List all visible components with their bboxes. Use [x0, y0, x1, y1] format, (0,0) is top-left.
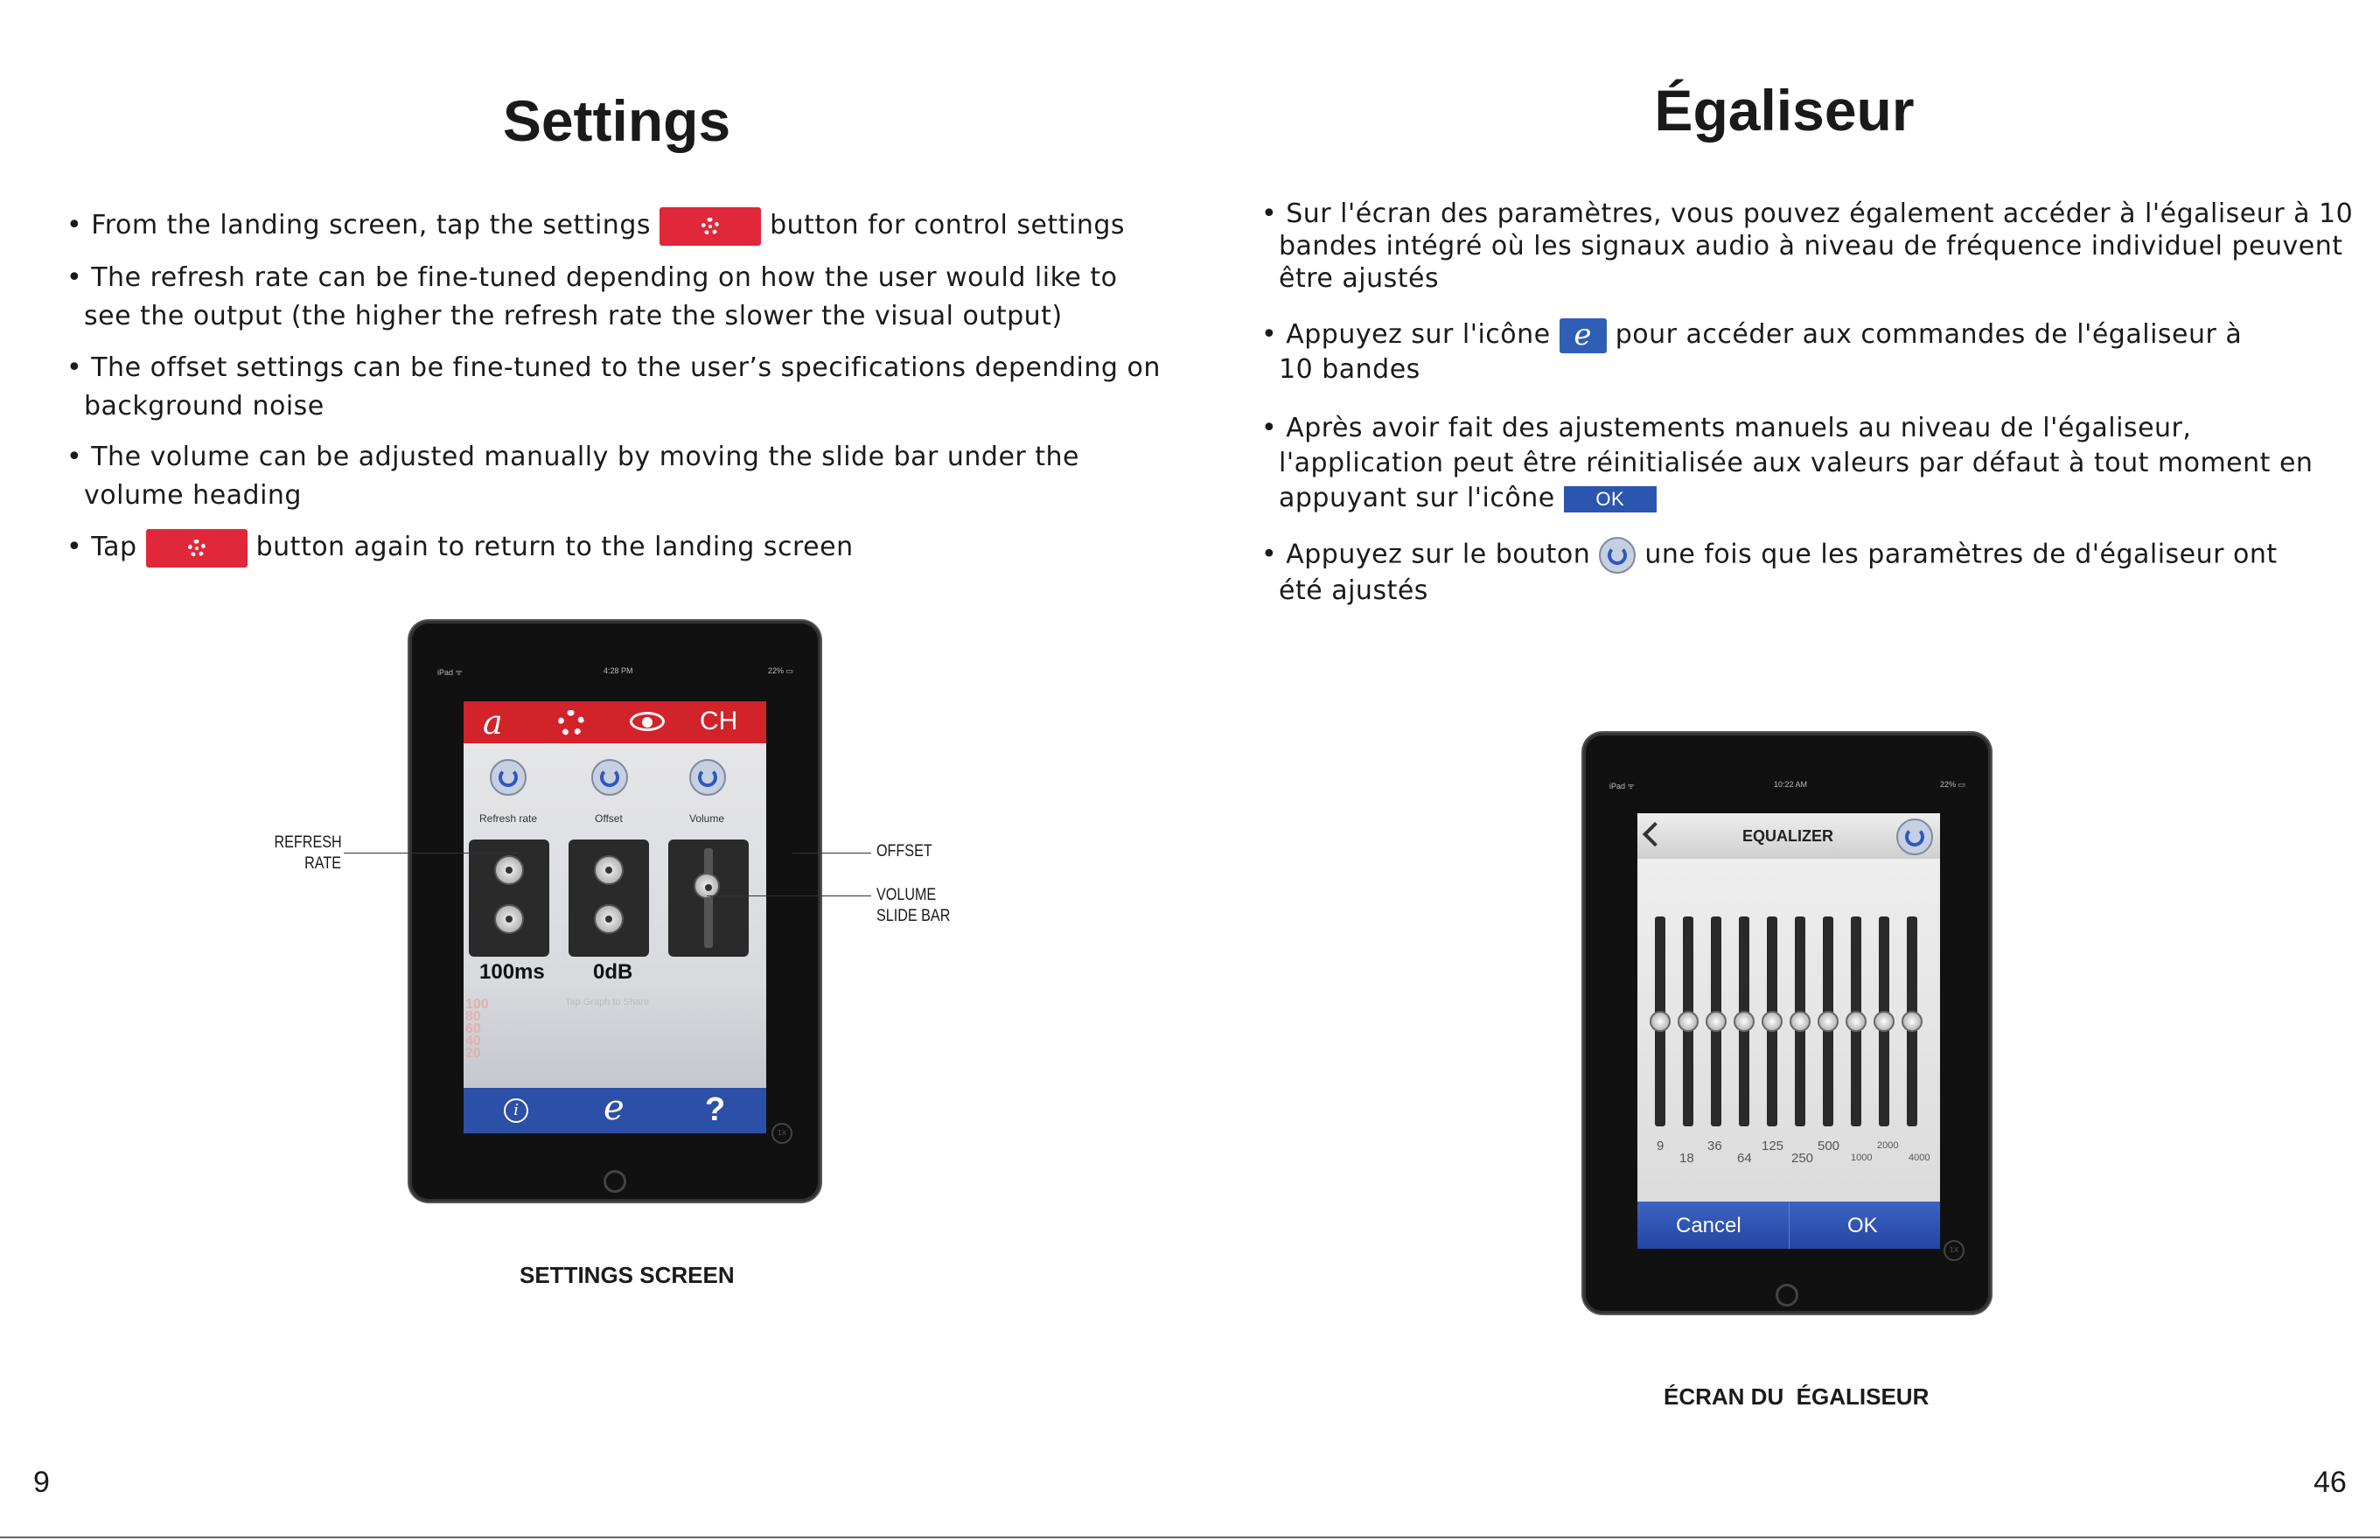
- bullet-text: pour accéder aux commandes de l'égaliseur à: [1615, 319, 2243, 350]
- refresh-rate-up-button[interactable]: [494, 855, 524, 885]
- settings-caption: SETTINGS SCREEN: [520, 1262, 735, 1288]
- zoom-1x-icon: 1X: [1944, 1240, 1965, 1261]
- bullet-text: button for control settings: [770, 210, 1126, 240]
- settings-screen: [464, 701, 766, 1133]
- refresh-rate-label: Refresh rate: [479, 812, 538, 825]
- left-bullet-5: [66, 528, 854, 568]
- info-icon[interactable]: i: [504, 1098, 528, 1123]
- settings-gear-icon: [660, 207, 761, 246]
- freq-label: 250: [1791, 1151, 1814, 1166]
- freq-label: 18: [1679, 1151, 1694, 1166]
- eq-knob-4[interactable]: [1734, 1011, 1755, 1032]
- eq-knob-3[interactable]: [1706, 1011, 1727, 1032]
- offset-panel: [569, 840, 649, 957]
- equalizer-screen: [1637, 813, 1940, 1249]
- right-bullet-4: [1261, 537, 2278, 609]
- left-bullet-1: [66, 206, 1125, 246]
- left-page-title: Settings: [502, 88, 731, 153]
- refresh-rate-down-button[interactable]: [494, 904, 524, 934]
- eq-knob-9[interactable]: [1874, 1011, 1895, 1032]
- left-bullet-3: [66, 349, 1161, 426]
- bullet-text: bandes intégré où les signaux audio à niveau de fréquence individuel peuvent: [1279, 231, 2343, 261]
- status-bar-battery: 22% ▭: [768, 666, 794, 675]
- left-bullet-2: [66, 259, 1118, 336]
- bottom-toolbar: [464, 1088, 766, 1133]
- graph-hint: Tap Graph to Share: [565, 997, 650, 1007]
- eq-knob-5[interactable]: [1762, 1011, 1783, 1032]
- refresh-rate-value: 100ms: [479, 960, 545, 984]
- bullet-text: été ajustés: [1279, 575, 1428, 606]
- offset-up-button[interactable]: [594, 855, 624, 885]
- bullet-text: background noise: [84, 391, 325, 422]
- home-button[interactable]: [604, 1170, 626, 1193]
- eq-knob-8[interactable]: [1846, 1011, 1867, 1032]
- freq-label: 2000: [1877, 1140, 1899, 1151]
- equalizer-e-icon[interactable]: e: [604, 1088, 625, 1128]
- bullet-text: • The volume can be adjusted manually by moving the slide bar under the: [66, 442, 1080, 472]
- ok-button-icon: OK: [1564, 486, 1657, 512]
- bottom-bar-divider: [1789, 1202, 1790, 1249]
- equalizer-title: EQUALIZER: [1742, 827, 1834, 845]
- bullet-text: • Après avoir fait des ajustements manuels au niveau de l'égaliseur,: [1261, 413, 2192, 443]
- offset-value: 0dB: [593, 960, 633, 984]
- bullet-text: button again to return to the landing screen: [255, 532, 854, 562]
- equalizer-caption: ÉCRAN DU ÉGALISEUR: [1664, 1383, 1930, 1410]
- refresh-rate-panel: [469, 840, 549, 957]
- offset-down-button[interactable]: [594, 904, 624, 934]
- settings-ipad-frame: [409, 621, 820, 1202]
- help-icon[interactable]: ?: [705, 1091, 726, 1128]
- freq-label: 64: [1737, 1151, 1752, 1166]
- status-bar-left: iPad ᯤ: [1609, 782, 1635, 791]
- volume-label: Volume: [689, 812, 725, 825]
- bullet-text: • The offset settings can be fine-tuned to the user’s specifications depending on: [66, 352, 1161, 383]
- eq-knob-6[interactable]: [1790, 1011, 1811, 1032]
- callout-line-offset: [792, 853, 871, 854]
- bullet-text: see the output (the higher the refresh rate the slower the visual output): [84, 301, 1063, 331]
- equalizer-reset-icon[interactable]: [1896, 819, 1933, 855]
- ok-button[interactable]: OK: [1847, 1214, 1878, 1237]
- eq-knob-2[interactable]: [1678, 1011, 1699, 1032]
- status-bar-time: 10:22 AM: [1774, 780, 1808, 789]
- back-chevron-icon[interactable]: [1643, 822, 1667, 847]
- offset-label: Offset: [595, 812, 623, 825]
- equalizer-bottom-bar: [1637, 1202, 1940, 1249]
- freq-label: 500: [1818, 1139, 1840, 1153]
- freq-label: 1000: [1851, 1153, 1873, 1163]
- freq-label: 9: [1657, 1139, 1665, 1153]
- callout-line-volume: [707, 895, 871, 896]
- callout-line-refresh: [344, 853, 519, 854]
- callout-volume: VOLUME SLIDE BAR: [876, 886, 951, 925]
- graph-scale: 100 80 60 40 20: [465, 997, 489, 1061]
- bullet-text: • Sur l'écran des paramètres, vous pouvez également accéder à l'égaliseur à 10: [1261, 199, 2354, 229]
- refresh-rate-reset-icon[interactable]: [490, 759, 527, 796]
- zoom-1x-icon: 1X: [771, 1123, 792, 1144]
- settings-gear-icon[interactable]: [558, 710, 584, 736]
- bullet-text: l'application peut être réinitialisée aux valeurs par défaut à tout moment en: [1279, 448, 2314, 478]
- bullet-text: • The refresh rate can be fine-tuned depending on how the user would like to: [66, 262, 1118, 293]
- bullet-text: être ajustés: [1279, 263, 1440, 294]
- bullet-text: • From the landing screen, tap the settings: [66, 210, 651, 240]
- graph-area[interactable]: [464, 990, 766, 1088]
- volume-reset-icon[interactable]: [689, 759, 726, 796]
- left-page-number: 9: [33, 1466, 50, 1499]
- offset-reset-icon[interactable]: [591, 759, 628, 796]
- equalizer-e-icon: e: [1560, 318, 1607, 353]
- equalizer-ipad-frame: [1583, 733, 1991, 1314]
- bullet-text: volume heading: [84, 480, 302, 511]
- eq-knob-1[interactable]: [1650, 1011, 1671, 1032]
- status-bar-battery: 22% ▭: [1940, 780, 1966, 789]
- top-toolbar: [464, 701, 766, 743]
- callout-offset: OFFSET: [876, 842, 932, 861]
- eq-knob-7[interactable]: [1818, 1011, 1839, 1032]
- equalizer-header: [1637, 813, 1940, 859]
- channel-button[interactable]: CH: [700, 707, 738, 735]
- bullet-text: 10 bandes: [1279, 354, 1420, 385]
- home-button[interactable]: [1776, 1284, 1798, 1307]
- right-page-title: Égaliseur: [1654, 78, 1915, 143]
- cancel-button[interactable]: Cancel: [1676, 1214, 1741, 1237]
- bullet-text: • Appuyez sur l'icône: [1261, 319, 1551, 350]
- bullet-text: • Appuyez sur le bouton: [1261, 539, 1591, 570]
- status-bar-left: iPad ᯤ: [437, 668, 463, 677]
- bullet-text: appuyant sur l'icône: [1279, 483, 1555, 513]
- right-page-number: 46: [2314, 1466, 2347, 1499]
- landing-a-button[interactable]: a: [483, 703, 503, 742]
- right-bullet-1: [1261, 198, 2353, 295]
- right-bullet-3: [1261, 411, 2313, 516]
- volume-panel: [668, 840, 749, 957]
- bullet-text: • Tap: [66, 532, 137, 562]
- right-bullet-2: [1261, 316, 2242, 389]
- eq-knob-10[interactable]: [1902, 1011, 1923, 1032]
- bottom-rule: [0, 1537, 2380, 1538]
- eye-icon[interactable]: [630, 712, 665, 731]
- freq-label: 36: [1707, 1139, 1722, 1153]
- reset-refresh-icon: [1599, 537, 1636, 574]
- status-bar-time: 4:28 PM: [604, 666, 633, 675]
- freq-label: 125: [1762, 1139, 1784, 1153]
- bullet-text: une fois que les paramètres de d'égaliseur ont: [1644, 539, 2278, 570]
- settings-gear-icon: [146, 529, 248, 568]
- callout-refresh-rate: REFRESH RATE: [274, 833, 342, 873]
- left-bullet-4: [66, 438, 1079, 515]
- freq-label: 4000: [1909, 1153, 1930, 1163]
